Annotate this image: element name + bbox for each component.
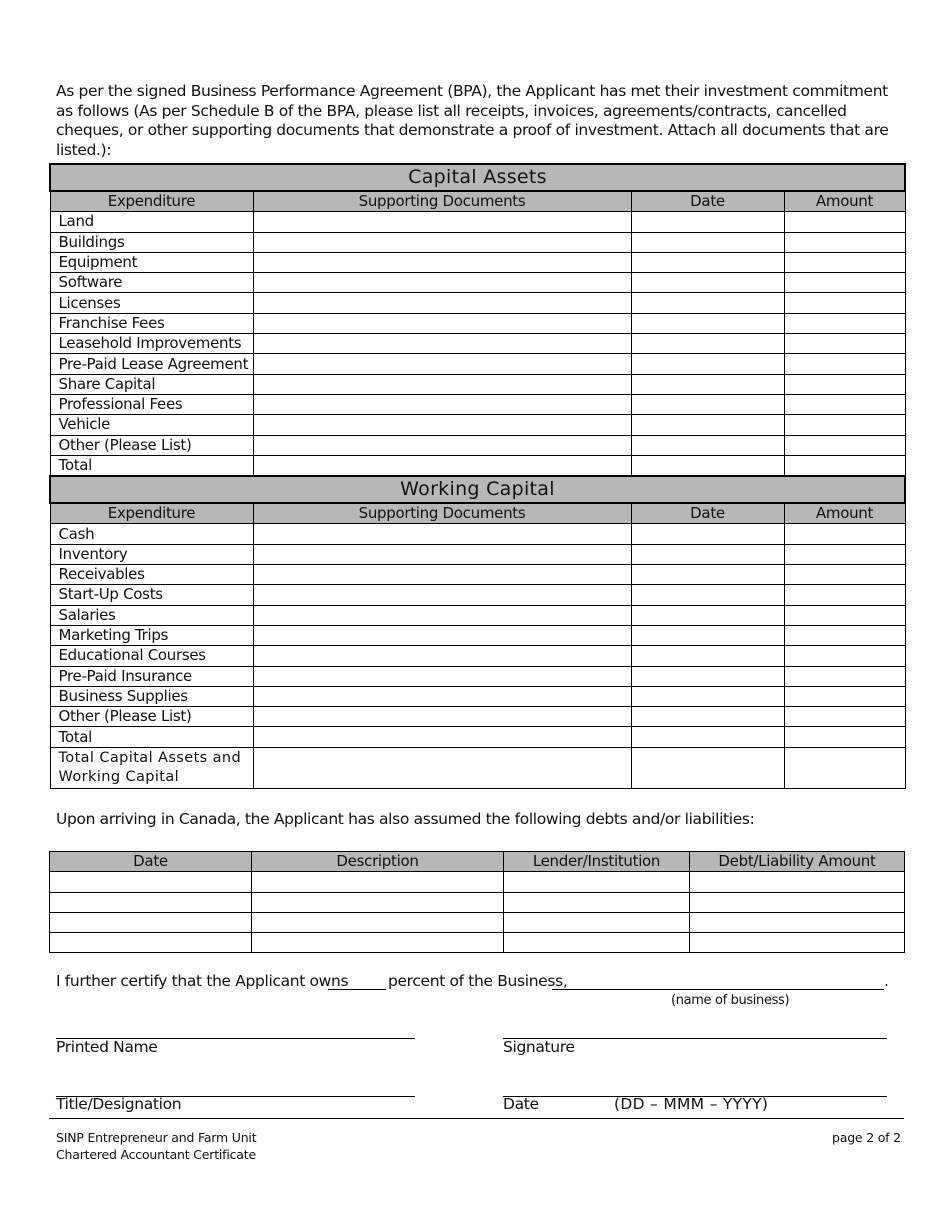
capital-assets-franchise-fees-amount-cell[interactable] [784,313,905,333]
date-format-hint: (DD – MMM – YYYY) [614,1095,769,1113]
footer-rule [49,1118,904,1119]
table-row [50,872,905,892]
printed-name-label: Printed Name [56,1038,158,1056]
table-row [50,646,905,666]
capital-assets-franchise-fees-supporting-documents-cell[interactable] [253,313,631,333]
working-capital-other-please-list-supporting-documents-cell[interactable] [253,707,631,727]
grand-total-date-cell[interactable] [631,747,784,788]
working-capital-cash-supporting-documents-cell[interactable] [253,524,631,544]
capital-assets-row-label-software: Software [50,273,253,293]
table-row [50,912,905,932]
certify-text-1: I further certify that the Applicant owns [56,972,349,990]
capital-assets-leasehold-improvements-date-cell[interactable] [631,334,784,354]
working-capital-marketing-trips-date-cell[interactable] [631,625,784,645]
capital-assets-software-date-cell[interactable] [631,273,784,293]
capital-assets-total-amount-cell[interactable] [784,455,905,476]
table-row [50,565,905,585]
table-row [50,707,905,727]
capital-assets-buildings-supporting-documents-cell[interactable] [253,232,631,252]
capital-assets-col-date: Date [631,191,784,212]
table-row [50,354,905,374]
table-row [50,625,905,645]
certify-text-2: percent of the Business, [388,972,568,990]
working-capital-educational-courses-date-cell[interactable] [631,646,784,666]
capital-assets-equipment-supporting-documents-cell[interactable] [253,252,631,272]
working-capital-receivables-amount-cell[interactable] [784,565,905,585]
table-row [50,394,905,414]
business-name-hint: (name of business) [671,993,790,1008]
working-capital-col-date: Date [631,503,784,524]
table-row [50,212,905,232]
table-row [50,313,905,333]
working-capital-row-label-marketing-trips: Marketing Trips [50,625,253,645]
debts-description-cell[interactable] [252,872,504,892]
debts-debt-liability-amount-cell[interactable] [690,912,905,932]
capital-assets-pre-paid-lease-agreement-date-cell[interactable] [631,354,784,374]
footer-line-1: SINP Entrepreneur and Farm Unit [56,1130,257,1145]
working-capital-title-row [50,476,905,503]
working-capital-col-amount: Amount [784,503,905,524]
capital-assets-land-amount-cell[interactable] [784,212,905,232]
capital-assets-col-expenditure: Expenditure [50,191,253,212]
footer-line-2: Chartered Accountant Certificate [56,1147,256,1162]
debts-debt-liability-amount-cell[interactable] [690,933,905,953]
percent-input-line[interactable] [328,989,386,990]
capital-assets-header-row [50,191,905,212]
grand-total-row [50,747,905,788]
working-capital-salaries-supporting-documents-cell[interactable] [253,605,631,625]
debts-date-cell[interactable] [50,912,252,932]
capital-assets-row-label-professional-fees: Professional Fees [50,394,253,414]
debts-date-cell[interactable] [50,892,252,912]
table-row [50,666,905,686]
table-row [50,374,905,394]
working-capital-educational-courses-amount-cell[interactable] [784,646,905,666]
capital-assets-licenses-amount-cell[interactable] [784,293,905,313]
capital-assets-row-label-franchise-fees: Franchise Fees [50,313,253,333]
capital-assets-other-please-list-date-cell[interactable] [631,435,784,455]
table-row [50,252,905,272]
table-row [50,892,905,912]
working-capital-receivables-date-cell[interactable] [631,565,784,585]
working-capital-salaries-amount-cell[interactable] [784,605,905,625]
grand-total-label: Total Capital Assets and Working Capital [50,747,253,788]
working-capital-row-label-cash: Cash [50,524,253,544]
capital-assets-franchise-fees-date-cell[interactable] [631,313,784,333]
debts-header-row [50,852,905,872]
table-row [50,232,905,252]
capital-assets-leasehold-improvements-amount-cell[interactable] [784,334,905,354]
capital-assets-row-label-other-please-list: Other (Please List) [50,435,253,455]
business-name-input-line[interactable] [552,989,884,990]
capital-assets-row-label-licenses: Licenses [50,293,253,313]
working-capital-inventory-amount-cell[interactable] [784,544,905,564]
working-capital-other-please-list-date-cell[interactable] [631,707,784,727]
debts-col-debt-liability-amount: Debt/Liability Amount [690,852,905,872]
capital-assets-row-label-vehicle: Vehicle [50,415,253,435]
capital-assets-row-label-equipment: Equipment [50,252,253,272]
capital-assets-total-supporting-documents-cell[interactable] [253,455,631,476]
table-row [50,585,905,605]
capital-assets-professional-fees-date-cell[interactable] [631,394,784,414]
working-capital-row-label-start-up-costs: Start-Up Costs [50,585,253,605]
working-capital-salaries-date-cell[interactable] [631,605,784,625]
table-row [50,273,905,293]
capital-assets-row-label-share-capital: Share Capital [50,374,253,394]
working-capital-start-up-costs-date-cell[interactable] [631,585,784,605]
working-capital-pre-paid-insurance-supporting-documents-cell[interactable] [253,666,631,686]
debts-lender-institution-cell[interactable] [504,892,690,912]
table-row [50,293,905,313]
debts-lender-institution-cell[interactable] [504,872,690,892]
capital-assets-title: Capital Assets [50,164,905,191]
working-capital-educational-courses-supporting-documents-cell[interactable] [253,646,631,666]
capital-assets-buildings-amount-cell[interactable] [784,232,905,252]
working-capital-business-supplies-amount-cell[interactable] [784,686,905,706]
debts-description-cell[interactable] [252,892,504,912]
working-capital-start-up-costs-supporting-documents-cell[interactable] [253,585,631,605]
capital-assets-vehicle-supporting-documents-cell[interactable] [253,415,631,435]
capital-assets-row-label-leasehold-improvements: Leasehold Improvements [50,334,253,354]
working-capital-row-label-receivables: Receivables [50,565,253,585]
signature-label: Signature [503,1038,575,1056]
working-capital-row-label-inventory: Inventory [50,544,253,564]
table-row [50,933,905,953]
capital-assets-licenses-supporting-documents-cell[interactable] [253,293,631,313]
investment-table [49,163,906,789]
capital-assets-professional-fees-amount-cell[interactable] [784,394,905,414]
debts-lender-institution-cell[interactable] [504,933,690,953]
debts-col-description: Description [252,852,504,872]
capital-assets-buildings-date-cell[interactable] [631,232,784,252]
capital-assets-equipment-amount-cell[interactable] [784,252,905,272]
table-row [50,544,905,564]
date-label: Date [503,1095,539,1113]
working-capital-marketing-trips-amount-cell[interactable] [784,625,905,645]
table-row [50,686,905,706]
capital-assets-licenses-date-cell[interactable] [631,293,784,313]
working-capital-total-amount-cell[interactable] [784,727,905,747]
working-capital-inventory-date-cell[interactable] [631,544,784,564]
table-row [50,415,905,435]
debts-debt-liability-amount-cell[interactable] [690,892,905,912]
working-capital-total-supporting-documents-cell[interactable] [253,727,631,747]
capital-assets-leasehold-improvements-supporting-documents-cell[interactable] [253,334,631,354]
capital-assets-professional-fees-supporting-documents-cell[interactable] [253,394,631,414]
capital-assets-land-supporting-documents-cell[interactable] [253,212,631,232]
working-capital-col-supporting-documents: Supporting Documents [253,503,631,524]
debts-description-cell[interactable] [252,933,504,953]
capital-assets-other-please-list-amount-cell[interactable] [784,435,905,455]
grand-total-supporting-documents-cell[interactable] [253,747,631,788]
capital-assets-row-label-land: Land [50,212,253,232]
debts-col-lender-institution: Lender/Institution [504,852,690,872]
capital-assets-col-amount: Amount [784,191,905,212]
capital-assets-land-date-cell[interactable] [631,212,784,232]
table-row [50,334,905,354]
working-capital-total-date-cell[interactable] [631,727,784,747]
working-capital-row-label-salaries: Salaries [50,605,253,625]
working-capital-row-label-business-supplies: Business Supplies [50,686,253,706]
debts-description-cell[interactable] [252,912,504,932]
certify-text-3: . [884,972,889,990]
working-capital-col-expenditure: Expenditure [50,503,253,524]
working-capital-marketing-trips-supporting-documents-cell[interactable] [253,625,631,645]
working-capital-start-up-costs-amount-cell[interactable] [784,585,905,605]
debts-col-date: Date [50,852,252,872]
capital-assets-pre-paid-lease-agreement-amount-cell[interactable] [784,354,905,374]
capital-assets-col-supporting-documents: Supporting Documents [253,191,631,212]
debts-table [49,851,905,953]
capital-assets-software-supporting-documents-cell[interactable] [253,273,631,293]
capital-assets-pre-paid-lease-agreement-supporting-documents-cell[interactable] [253,354,631,374]
capital-assets-software-amount-cell[interactable] [784,273,905,293]
capital-assets-share-capital-supporting-documents-cell[interactable] [253,374,631,394]
working-capital-receivables-supporting-documents-cell[interactable] [253,565,631,585]
title-label: Title/Designation [56,1095,182,1113]
grand-total-amount-cell[interactable] [784,747,905,788]
working-capital-cash-date-cell[interactable] [631,524,784,544]
table-row [50,605,905,625]
table-row [50,435,905,455]
debts-lender-institution-cell[interactable] [504,912,690,932]
capital-assets-other-please-list-supporting-documents-cell[interactable] [253,435,631,455]
capital-assets-row-label-total: Total [50,455,253,476]
working-capital-header-row [50,503,905,524]
working-capital-business-supplies-supporting-documents-cell[interactable] [253,686,631,706]
capital-assets-title-row [50,164,905,191]
page-number: page 2 of 2 [832,1130,901,1145]
working-capital-row-label-other-please-list: Other (Please List) [50,707,253,727]
capital-assets-vehicle-amount-cell[interactable] [784,415,905,435]
capital-assets-share-capital-date-cell[interactable] [631,374,784,394]
working-capital-title: Working Capital [50,476,905,503]
capital-assets-equipment-date-cell[interactable] [631,252,784,272]
debts-date-cell[interactable] [50,872,252,892]
table-row [50,455,905,476]
debts-intro: Upon arriving in Canada, the Applicant has also assumed the following debts and/or liabilities: [56,810,755,828]
working-capital-row-label-educational-courses: Educational Courses [50,646,253,666]
capital-assets-row-label-buildings: Buildings [50,232,253,252]
working-capital-row-label-pre-paid-insurance: Pre-Paid Insurance [50,666,253,686]
table-row [50,524,905,544]
table-row [50,727,905,747]
working-capital-cash-amount-cell[interactable] [784,524,905,544]
working-capital-inventory-supporting-documents-cell[interactable] [253,544,631,564]
working-capital-pre-paid-insurance-date-cell[interactable] [631,666,784,686]
capital-assets-vehicle-date-cell[interactable] [631,415,784,435]
capital-assets-share-capital-amount-cell[interactable] [784,374,905,394]
working-capital-other-please-list-amount-cell[interactable] [784,707,905,727]
working-capital-pre-paid-insurance-amount-cell[interactable] [784,666,905,686]
intro-paragraph: As per the signed Business Performance Agreement (BPA), the Applicant has met their investment commitment as follows (As per Schedule B of the BPA, please list all receipts, invoices, agreements/contracts, cancelled cheques, or other supporting documents that demonstrate a proof of investment. Attach all documents that are listed.): [56,82,889,159]
working-capital-row-label-total: Total [50,727,253,747]
capital-assets-row-label-pre-paid-lease-agreement: Pre-Paid Lease Agreement [50,354,253,374]
debts-date-cell[interactable] [50,933,252,953]
debts-debt-liability-amount-cell[interactable] [690,872,905,892]
capital-assets-total-date-cell[interactable] [631,455,784,476]
working-capital-business-supplies-date-cell[interactable] [631,686,784,706]
